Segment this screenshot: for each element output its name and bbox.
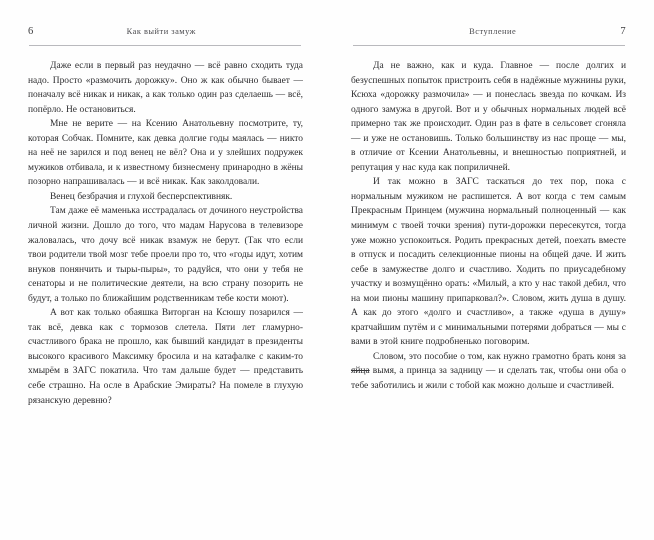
body-text-left — [28, 59, 303, 408]
header-rule-right — [353, 45, 625, 46]
text-after-strike: вымя, а принца за задницу — и сделать так, чтобы они оба о тебе заботились и жили с тобой как можно дольше и счастливей. — [351, 366, 626, 392]
paragraph: И так можно в ЗАГС таскаться до тех пор, пока с нормальным мужиком не распишется. А вот когда с тем самым Прекрасным Принцем (мужчина нормальный полноценный — как минимум с твоей точки зрения) пути-дорожки пересекутся, тогда уже можно успокоиться. Родить прекрасных детей, поехать вместе в отпуск и посадить селекционные пионы на общей даче. И жить себе в замужестве долго и счастливо. Ходить по приусадебному участку и возмущённо орать: «Милый, а кто у нас такой дебил, что на мои пионы машину припарковал?». Словом, жить душа в душу. А как до этого «долго и счастливо», а также «душа в душу» кратчайшим путём и с минимальными потерями добраться — мы с вами в этой книге подробненько поговорим. — [351, 177, 626, 348]
running-head-title-right: Вступление — [469, 27, 517, 36]
running-head-left — [28, 26, 303, 42]
struck-word: яйца — [351, 366, 370, 377]
paragraph: Венец безбрачия и глухой бесперспективняк. — [50, 191, 233, 202]
paragraph: Мне не верите — на Ксению Анатольевну посмотрите, ту, которая Собчак. Помните, как девка долгие годы маялась — никто на неё не зарился и под венец не вёл? Она и у злейших подружек мужиков отбивала, и к известному бизнесмену принародно в жёны позорно напрашивалась — и всё никак. Как заколдовали. — [28, 119, 303, 188]
page-right — [327, 0, 654, 540]
page-number-left: 6 — [28, 26, 34, 37]
text-before-strike: Словом, это пособие о том, как нужно грамотно брать коня за — [373, 351, 626, 362]
page-number-right: 7 — [620, 26, 626, 37]
paragraph: А вот как только обаяшка Виторган на Ксюшу позарился — так всё, девка как с тормозов слетела. Пяти лет гламурно-счастливого брака не прошло, как бывший кандидат в президенты высокого красивого Максимку бросила и на катафалке с каким-то хмырём в ЗАГС покатила. Что там дальше будет — представить себе страшно. На осле в Арабские Эмираты? На помеле в глухую рязанскую деревню? — [28, 308, 303, 406]
paragraph: Да не важно, как и куда. Главное — после долгих и безуспешных попыток пристроить себя в надёжные мужнины руки, Ксюха «дорожку размочила» — и понеслась звезда по кочкам. Из одного замужа в другой. Вот и у обычных нормальных людей всё примерно так же происходит. Один раз в фате в сельсовет сгоняла — и уже не остановишь. Только большинству из нас проще — мы, в отличие от Ксении Анатольевны, и внешностью поприятней, и репутация у нас куда как поприличней. — [351, 61, 626, 173]
running-head-right — [351, 26, 626, 42]
paragraph: Даже если в первый раз неудачно — всё равно сходить туда надо. Просто «размочить дорожку». Оно ж как обычно бывает — поначалу всё никак и никак, а как только один раз сделаешь — всё, попёрло. Не остановиться. — [28, 61, 303, 115]
paragraph: Там даже её маменька исстрадалась от дочиного неустройства личной жизни. Дошло до того, что мадам Нарусова в телевизоре жаловалась, что дочу всё никак взамуж не берут. (Так что если твои родители твой мозг тебе проели про то, что «годы идут, хотим внуков понянчить и тыры-пыры», то радуйся, что они у тебя не сенаторы и не политические деятели, на всю страну позорить не будут, а только по ближайшим родственникам тебе кости моют). — [28, 206, 303, 304]
header-rule-left — [29, 45, 301, 46]
running-head-title-left: Как выйти замуж — [126, 27, 196, 36]
body-text-right — [351, 59, 626, 394]
paragraph-with-strikethrough — [351, 350, 626, 394]
